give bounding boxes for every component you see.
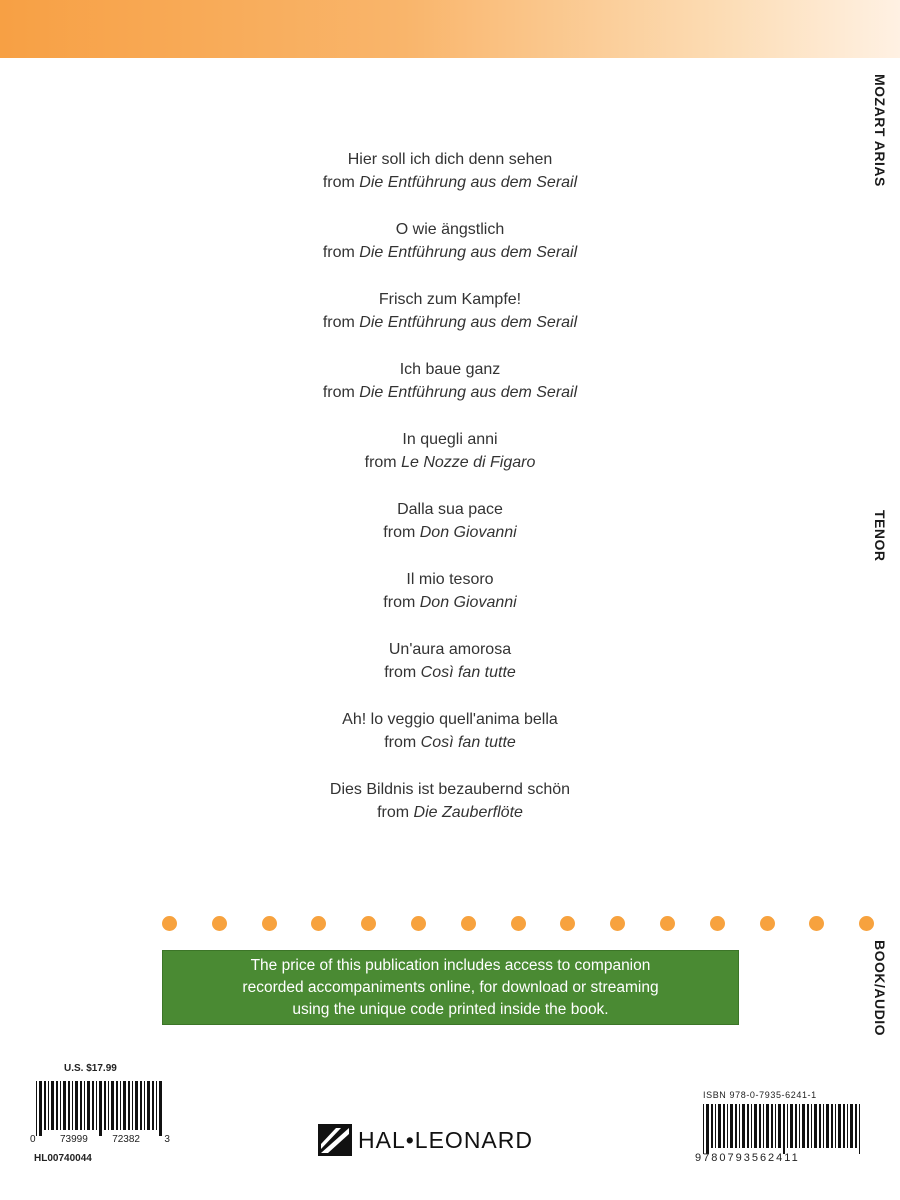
upc-digit-group: 73999 (59, 1134, 88, 1145)
upc-digit-group: 72382 (112, 1134, 140, 1145)
dot-row (162, 916, 870, 932)
upc-barcode (36, 1081, 164, 1136)
barcode-bar (123, 1081, 126, 1130)
hal-leonard-logo (318, 1124, 533, 1156)
barcode-bar (87, 1081, 90, 1130)
barcode-bar (843, 1104, 845, 1148)
decorative-dot (311, 916, 326, 931)
aria-source: Die Entführung aus dem Serail (359, 314, 578, 331)
hal-leonard-mark-icon (318, 1124, 352, 1156)
decorative-dot (162, 916, 177, 931)
aria-from: from (322, 314, 355, 331)
aria-title: Dalla sua pace (397, 501, 503, 518)
aria-item (0, 288, 900, 358)
barcode-bar (790, 1104, 793, 1148)
barcode-bar (759, 1104, 761, 1148)
aria-from: from (322, 384, 355, 401)
barcode-bar (814, 1104, 817, 1148)
barcode-bar (766, 1104, 769, 1148)
barcode-bar (140, 1081, 142, 1130)
aria-title: Ich baue ganz (399, 361, 501, 378)
barcode-bar (99, 1081, 102, 1136)
barcode-bar (783, 1104, 785, 1154)
barcode-bar (104, 1081, 106, 1130)
aria-title: O wie ängstlich (395, 221, 505, 238)
isbn-barcode (703, 1104, 863, 1154)
aria-title: Frisch zum Kampfe! (378, 291, 522, 308)
barcode-bar (706, 1104, 709, 1154)
aria-item (0, 778, 900, 848)
aria-source: Die Entführung aus dem Serail (359, 384, 578, 401)
aria-from: from (322, 174, 355, 191)
barcode-bar (718, 1104, 721, 1148)
decorative-dot (660, 916, 675, 931)
barcode-bar (723, 1104, 725, 1148)
barcode-bar (96, 1081, 97, 1130)
aria-source: Don Giovanni (419, 524, 517, 541)
barcode-bar (108, 1081, 109, 1130)
barcode-bar (751, 1104, 752, 1148)
decorative-dot (212, 916, 227, 931)
decorative-dot (361, 916, 376, 931)
barcode-bar (807, 1104, 809, 1148)
decorative-dot (511, 916, 526, 931)
barcode-bar (795, 1104, 797, 1148)
aria-source: Don Giovanni (419, 594, 517, 611)
decorative-dot (560, 916, 575, 931)
barcode-bar (36, 1081, 37, 1136)
barcode-bar (84, 1081, 85, 1130)
barcode-bar (835, 1104, 836, 1148)
barcode-bar (823, 1104, 824, 1148)
upc-digit-group: 3 (164, 1134, 170, 1145)
barcode-bar (152, 1081, 154, 1130)
decorative-dot (760, 916, 775, 931)
barcode-bar (775, 1104, 776, 1148)
isbn-digits: 9780793562411 (695, 1152, 800, 1164)
decorative-dot (461, 916, 476, 931)
barcode-bar (819, 1104, 821, 1148)
aria-from: from (364, 454, 397, 471)
barcode-bar (92, 1081, 94, 1130)
barcode-bar (735, 1104, 737, 1148)
barcode-bar (727, 1104, 728, 1148)
aria-from: from (377, 804, 410, 821)
barcode-bar (51, 1081, 54, 1130)
aria-item (0, 428, 900, 498)
aria-item (0, 638, 900, 708)
barcode-bar (132, 1081, 133, 1130)
spine-title: MOZART ARIAS (872, 74, 888, 187)
barcode-bar (44, 1081, 46, 1130)
aria-list (0, 148, 900, 848)
decorative-dot (262, 916, 277, 931)
notice-line-3: using the unique code printed inside the book. (292, 1000, 609, 1018)
aria-from: from (384, 734, 417, 751)
aria-source: Così fan tutte (420, 734, 516, 751)
barcode-bar (135, 1081, 138, 1130)
barcode-bar (703, 1104, 704, 1154)
aria-from: from (384, 664, 417, 681)
aria-source: Le Nozze di Figaro (401, 454, 536, 471)
aria-item (0, 708, 900, 778)
barcode-bar (159, 1081, 162, 1136)
aria-item (0, 218, 900, 288)
decorative-dot (859, 916, 874, 931)
notice-line-1: The price of this publication includes access to companion (250, 956, 651, 974)
product-code: HL00740044 (34, 1153, 92, 1164)
barcode-bar (799, 1104, 800, 1148)
barcode-bar (742, 1104, 745, 1148)
barcode-bar (763, 1104, 764, 1148)
aria-from: from (383, 524, 416, 541)
aria-source: Die Zauberflöte (413, 804, 523, 821)
barcode-bar (730, 1104, 733, 1148)
barcode-bar (811, 1104, 812, 1148)
barcode-bar (75, 1081, 78, 1130)
upc-digits (30, 1134, 170, 1145)
upc-digit-group: 0 (30, 1134, 36, 1145)
aria-source: Die Entführung aus dem Serail (359, 244, 578, 261)
aria-title: Il mio tesoro (406, 571, 494, 588)
aria-from: from (322, 244, 355, 261)
aria-item (0, 148, 900, 218)
barcode-bar (802, 1104, 805, 1148)
barcode-bar (787, 1104, 788, 1148)
isbn-label: ISBN 978-0-7935-6241-1 (703, 1090, 817, 1100)
decorative-dot (809, 916, 824, 931)
barcode-bar (859, 1104, 860, 1154)
spine-voice: TENOR (872, 510, 888, 562)
aria-title: Dies Bildnis ist bezaubernd schön (329, 781, 571, 798)
notice-line-2: recorded accompaniments online, for download or streaming (242, 978, 659, 996)
barcode-bar (72, 1081, 73, 1130)
barcode-bar (715, 1104, 716, 1148)
barcode-bar (826, 1104, 829, 1148)
aria-item (0, 498, 900, 568)
barcode-bar (147, 1081, 150, 1130)
decorative-dot (710, 916, 725, 931)
aria-title: Hier soll ich dich denn sehen (347, 151, 553, 168)
publisher-name: HAL•LEONARD (358, 1126, 533, 1153)
barcode-bar (754, 1104, 757, 1148)
barcode-bar (855, 1104, 857, 1148)
decorative-dot (411, 916, 426, 931)
barcode-bar (739, 1104, 740, 1148)
barcode-bar (778, 1104, 781, 1148)
barcode-bar (48, 1081, 49, 1130)
barcode-bar (144, 1081, 145, 1130)
barcode-bar (771, 1104, 773, 1148)
companion-audio-notice (162, 950, 739, 1025)
barcode-bar (831, 1104, 833, 1148)
barcode-bar (747, 1104, 749, 1148)
barcode-bar (80, 1081, 82, 1130)
barcode-bar (60, 1081, 61, 1130)
aria-from: from (383, 594, 416, 611)
barcode-bar (847, 1104, 848, 1148)
barcode-bar (711, 1104, 713, 1148)
top-gradient-bar (0, 0, 900, 58)
barcode-bar (838, 1104, 841, 1148)
barcode-bar (63, 1081, 66, 1130)
barcode-bar (850, 1104, 853, 1148)
aria-source: Così fan tutte (420, 664, 516, 681)
barcode-bar (120, 1081, 121, 1130)
aria-title: Un'aura amorosa (388, 641, 512, 658)
price-label: U.S. $17.99 (64, 1063, 117, 1074)
barcode-bar (128, 1081, 130, 1130)
barcode-bar (68, 1081, 70, 1130)
barcode-bar (111, 1081, 114, 1130)
decorative-dot (610, 916, 625, 931)
aria-item (0, 568, 900, 638)
barcode-bar (39, 1081, 42, 1136)
aria-title: Ah! lo veggio quell'anima bella (342, 711, 558, 728)
aria-title: In quegli anni (402, 431, 498, 448)
spine-format: BOOK/AUDIO (872, 940, 888, 1036)
barcode-bar (116, 1081, 118, 1130)
aria-source: Die Entführung aus dem Serail (359, 174, 578, 191)
barcode-bar (56, 1081, 58, 1130)
aria-item (0, 358, 900, 428)
barcode-bar (156, 1081, 157, 1130)
